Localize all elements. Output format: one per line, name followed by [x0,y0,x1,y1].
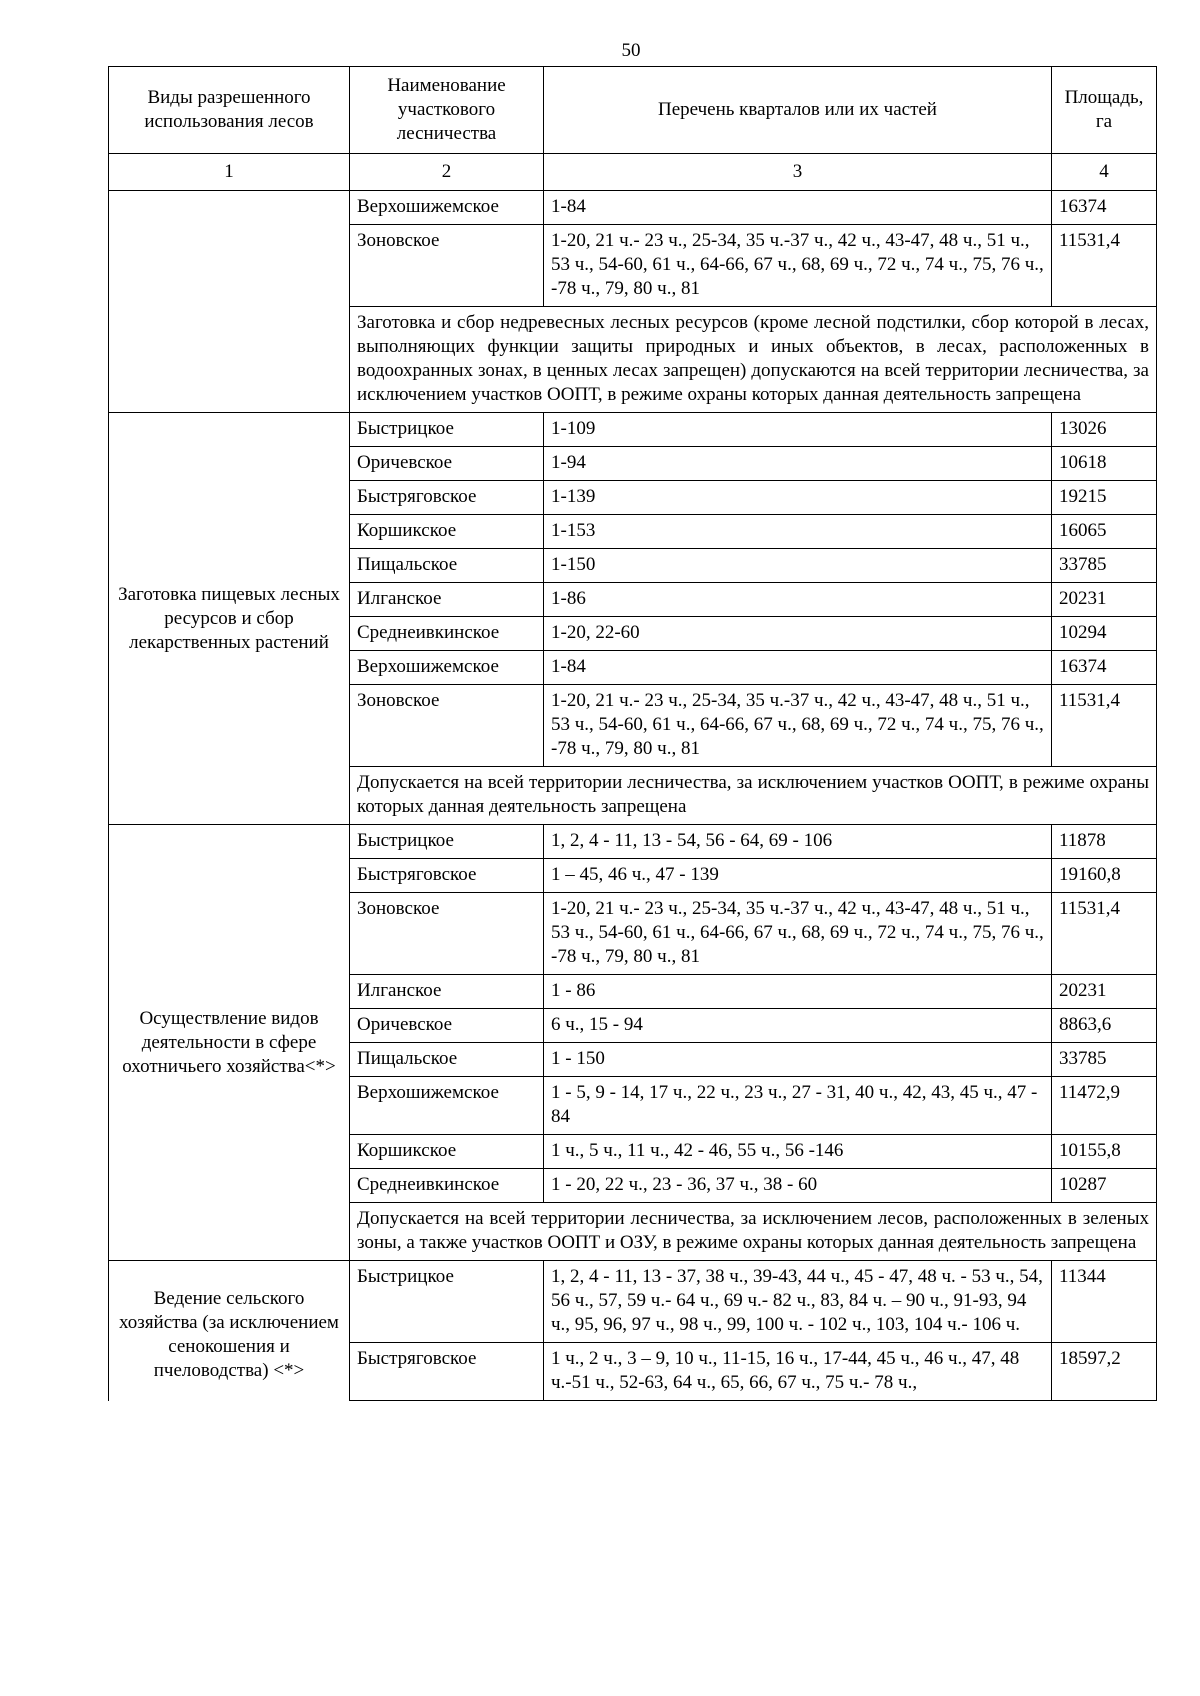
quarters-list: 1, 2, 4 - 11, 13 - 37, 38 ч., 39-43, 44 ч., 45 - 47, 48 ч. - 53 ч., 54, 56 ч., 57, 59 ч.- 64 ч., 69 ч.- 82 ч., 83, 84 ч. – 90 ч., 91-93, 94 ч., 95, 96, 97 ч., 98 ч., 99, 100 ч. - 102 ч., 103, 104 ч.- 106 ч. [544,1261,1052,1343]
forestry-name: Быстрицкое [350,413,544,447]
quarters-list: 1-94 [544,447,1052,481]
forestry-name: Верхошижемское [350,191,544,225]
quarters-list: 1-20, 21 ч.- 23 ч., 25-34, 35 ч.-37 ч., 42 ч., 43-47, 48 ч., 51 ч., 53 ч., 54-60, 61 ч., 64-66, 67 ч., 68, 69 ч., 72 ч., 74 ч., 75, 76 ч., -78 ч., 79, 80 ч., 81 [544,893,1052,975]
quarters-list: 1-150 [544,549,1052,583]
forestry-name: Зоновское [350,685,544,767]
quarters-list: 1, 2, 4 - 11, 13 - 54, 56 - 64, 69 - 106 [544,825,1052,859]
forestry-name: Пищальское [350,549,544,583]
quarters-list: 1 – 45, 46 ч., 47 - 139 [544,859,1052,893]
forestry-name: Верхошижемское [350,651,544,685]
area-value: 19215 [1052,481,1157,515]
forestry-name: Верхошижемское [350,1077,544,1135]
forestry-name: Пищальское [350,1043,544,1077]
use-kind-cell: Осуществление видов деятельности в сфере охотничьего хозяйства<*> [109,825,350,1261]
quarters-list: 1 ч., 5 ч., 11 ч., 42 - 46, 55 ч., 56 -146 [544,1135,1052,1169]
column-number: 4 [1052,154,1157,191]
area-value: 16065 [1052,515,1157,549]
quarters-list: 1-20, 22-60 [544,617,1052,651]
header-cell: Перечень кварталов или их частей [544,67,1052,154]
column-number-row [109,154,1157,191]
area-value: 10287 [1052,1169,1157,1203]
table-row [109,413,1157,447]
forest-use-table [108,66,1157,1401]
use-kind-cell: Ведение сельского хозяйства (за исключением сенокошения и пчеловодства) <*> [109,1261,350,1401]
quarters-list: 1-84 [544,191,1052,225]
forestry-name: Среднеивкинское [350,617,544,651]
area-value: 33785 [1052,1043,1157,1077]
area-value: 19160,8 [1052,859,1157,893]
forestry-name: Коршикское [350,515,544,549]
header-cell: Площадь, га [1052,67,1157,154]
area-value: 11878 [1052,825,1157,859]
forestry-name: Быстряговское [350,859,544,893]
area-value: 20231 [1052,975,1157,1009]
header-cell: Виды разрешенного использования лесов [109,67,350,154]
area-value: 11531,4 [1052,225,1157,307]
quarters-list: 1-20, 21 ч.- 23 ч., 25-34, 35 ч.-37 ч., 42 ч., 43-47, 48 ч., 51 ч., 53 ч., 54-60, 61 ч., 64-66, 67 ч., 68, 69 ч., 72 ч., 74 ч., 75, 76 ч., -78 ч., 79, 80 ч., 81 [544,225,1052,307]
quarters-list: 1-139 [544,481,1052,515]
quarters-list: 1 - 86 [544,975,1052,1009]
quarters-list: 1 ч., 2 ч., 3 – 9, 10 ч., 11-15, 16 ч., 17-44, 45 ч., 46 ч., 47, 48 ч.-51 ч., 52-63, 64 ч., 65, 66, 67 ч., 75 ч.- 78 ч., [544,1343,1052,1401]
note-text: Допускается на всей территории лесничества, за исключением участков ООПТ, в режиме охраны которых данная деятельность запрещена [350,767,1157,825]
column-number: 2 [350,154,544,191]
forestry-name: Быстрицкое [350,1261,544,1343]
forestry-name: Быстрицкое [350,825,544,859]
area-value: 11531,4 [1052,893,1157,975]
quarters-list: 1-153 [544,515,1052,549]
quarters-list: 1 - 150 [544,1043,1052,1077]
use-kind-cell [109,191,350,413]
forestry-name: Коршикское [350,1135,544,1169]
table-row [109,1261,1157,1343]
table-row [109,825,1157,859]
area-value: 13026 [1052,413,1157,447]
column-number: 1 [109,154,350,191]
table-row [109,191,1157,225]
header-cell: Наименование участкового лесничества [350,67,544,154]
forestry-name: Илганское [350,583,544,617]
forestry-name: Илганское [350,975,544,1009]
use-kind-cell: Заготовка пищевых лесных ресурсов и сбор лекарственных растений [109,413,350,825]
forestry-name: Среднеивкинское [350,1169,544,1203]
quarters-list: 1-109 [544,413,1052,447]
area-value: 20231 [1052,583,1157,617]
quarters-list: 1 - 5, 9 - 14, 17 ч., 22 ч., 23 ч., 27 - 31, 40 ч., 42, 43, 45 ч., 47 - 84 [544,1077,1052,1135]
quarters-list: 1-20, 21 ч.- 23 ч., 25-34, 35 ч.-37 ч., 42 ч., 43-47, 48 ч., 51 ч., 53 ч., 54-60, 61 ч., 64-66, 67 ч., 68, 69 ч., 72 ч., 74 ч., 75, 76 ч., -78 ч., 79, 80 ч., 81 [544,685,1052,767]
area-value: 10294 [1052,617,1157,651]
forestry-name: Оричевское [350,1009,544,1043]
area-value: 11344 [1052,1261,1157,1343]
note-text: Допускается на всей территории лесничества, за исключением лесов, расположенных в зеленых зоны, а также участков ООПТ и ОЗУ, в режиме охраны которых данная деятельность запрещена [350,1203,1157,1261]
quarters-list: 1-84 [544,651,1052,685]
quarters-list: 6 ч., 15 - 94 [544,1009,1052,1043]
forestry-name: Зоновское [350,893,544,975]
forestry-name: Быстряговское [350,481,544,515]
forestry-name: Зоновское [350,225,544,307]
area-value: 8863,6 [1052,1009,1157,1043]
page-number: 50 [621,40,641,61]
area-value: 18597,2 [1052,1343,1157,1401]
area-value: 16374 [1052,651,1157,685]
column-number: 3 [544,154,1052,191]
header-row [109,67,1157,154]
area-value: 10155,8 [1052,1135,1157,1169]
quarters-list: 1-86 [544,583,1052,617]
forestry-name: Быстряговское [350,1343,544,1401]
area-value: 11472,9 [1052,1077,1157,1135]
area-value: 10618 [1052,447,1157,481]
area-value: 33785 [1052,549,1157,583]
quarters-list: 1 - 20, 22 ч., 23 - 36, 37 ч., 38 - 60 [544,1169,1052,1203]
area-value: 16374 [1052,191,1157,225]
note-text: Заготовка и сбор недревесных лесных ресурсов (кроме лесной подстилки, сбор которой в лесах, выполняющих функции защиты природных и иных объектов, в лесах, расположенных в водоохранных зонах, в ценных лесах запрещен) допускаются на всей территории лесничества, за исключением участков ООПТ, в режиме охраны которых данная деятельность запрещена [350,307,1157,413]
area-value: 11531,4 [1052,685,1157,767]
forestry-name: Оричевское [350,447,544,481]
